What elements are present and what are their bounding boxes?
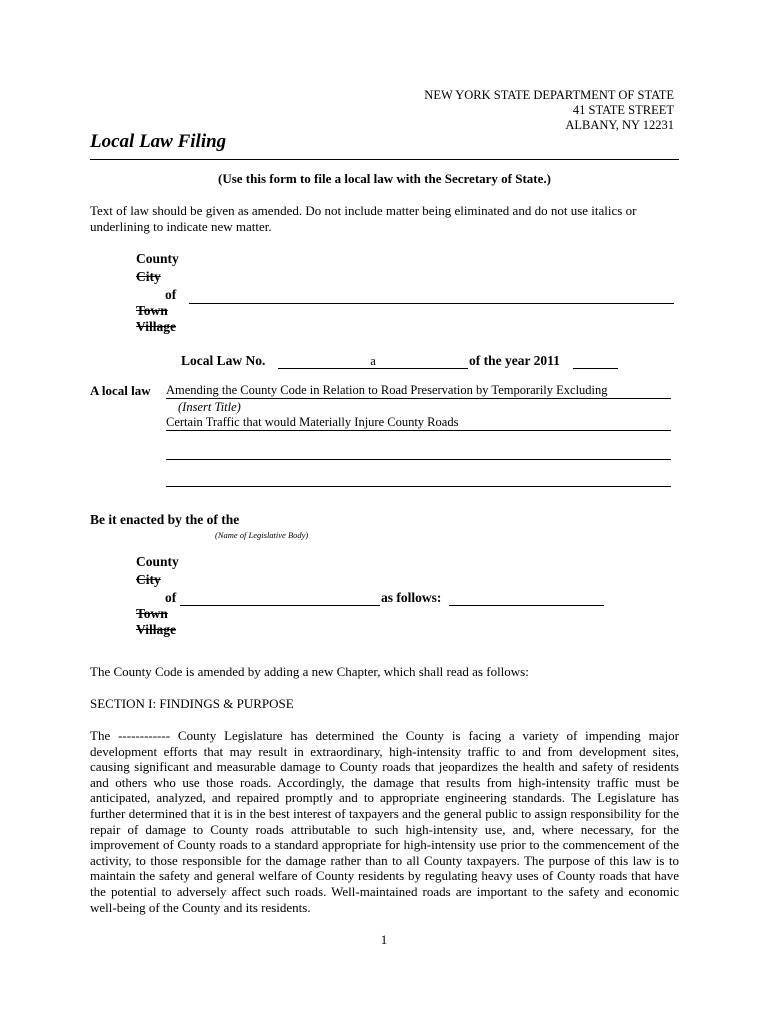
insert-title-hint: (Insert Title) [178, 400, 241, 414]
enactment-clause: Be it enacted by the of the [90, 512, 240, 527]
amendment-intro: The County Code is amended by adding a new Chapter, which shall read as follows: [90, 664, 529, 679]
title-line-2[interactable]: Certain Traffic that would Materially Injure County Roads [166, 415, 671, 431]
year-underline [573, 368, 618, 369]
legislative-body-hint: (Name of Legislative Body) [215, 530, 309, 540]
local-law-number-label: Local Law No. [181, 353, 266, 368]
local-law-number-field[interactable] [278, 354, 468, 369]
agency-street: 41 STATE STREET [572, 103, 674, 117]
as-follows-label: as follows: [381, 590, 442, 605]
city-option-2: City [136, 572, 161, 587]
page-number: 1 [380, 932, 388, 947]
findings-paragraph: The ------------ County Legislature has determined the County is facing a variety of impending major development efforts that may result in extraordinary, high-intensity traffic to and from development sites, causing significant and measurable damage to County roads that jeopardizes the health and safety of residents and others who use those roads. Accordingly, the damage that results from high-intensity traffic must be anticipated, analyzed, and repaired promptly and to appropriate engineering standards. The Legislature has further determined that it is in the best interest of taxpayers and the general public to assign responsibility for the repair of damage to County roads attributable to such high-intensity use, and, where necessary, for the improvement of County roads to a standard appropriate for high-intensity use prior to the commencement of the activity, to those responsible for the damage rather than to all County taxpayers. The purpose of this law is to maintain the safety and general welfare of County residents by regulating heavy uses of County roads that have the potential to adversely affect such roads. Well-maintained roads are important to the safety and economic well-being of the County and its residents. [90, 728, 679, 915]
form-subtitle: (Use this form to file a local law with the Secretary of State.) [218, 171, 551, 186]
town-option-2: Town [136, 606, 168, 621]
title-divider [90, 159, 679, 160]
section-heading: SECTION I: FINDINGS & PURPOSE [90, 696, 294, 711]
county-option: County [136, 251, 179, 266]
form-title: Local Law Filing [90, 131, 227, 152]
title-line-4[interactable] [166, 486, 671, 487]
village-option-2: Village [136, 622, 176, 637]
year-label: of the year 2011 [469, 353, 560, 368]
local-law-title-label: A local law [90, 383, 151, 398]
village-option: Village [136, 319, 176, 334]
as-follows-underline [449, 605, 604, 606]
agency-name: NEW YORK STATE DEPARTMENT OF STATE [424, 88, 674, 102]
instructions: Text of law should be given as amended. Do not include matter being eliminated and do not use italics or underlining to indicate new matter. [90, 203, 637, 234]
of-label: of [165, 287, 177, 302]
county-option-2: County [136, 554, 179, 569]
city-option: City [136, 269, 161, 284]
title-line-3[interactable] [166, 459, 671, 460]
town-option: Town [136, 303, 168, 318]
of-label-2: of [165, 590, 177, 605]
title-line-1[interactable]: Amending the County Code in Relation to Road Preservation by Temporarily Excluding [166, 383, 671, 399]
agency-city: ALBANY, NY 12231 [565, 118, 674, 132]
municipality-name-field-2[interactable] [180, 605, 380, 606]
local-law-number-value: a [370, 354, 376, 368]
municipality-name-field[interactable] [189, 303, 674, 304]
